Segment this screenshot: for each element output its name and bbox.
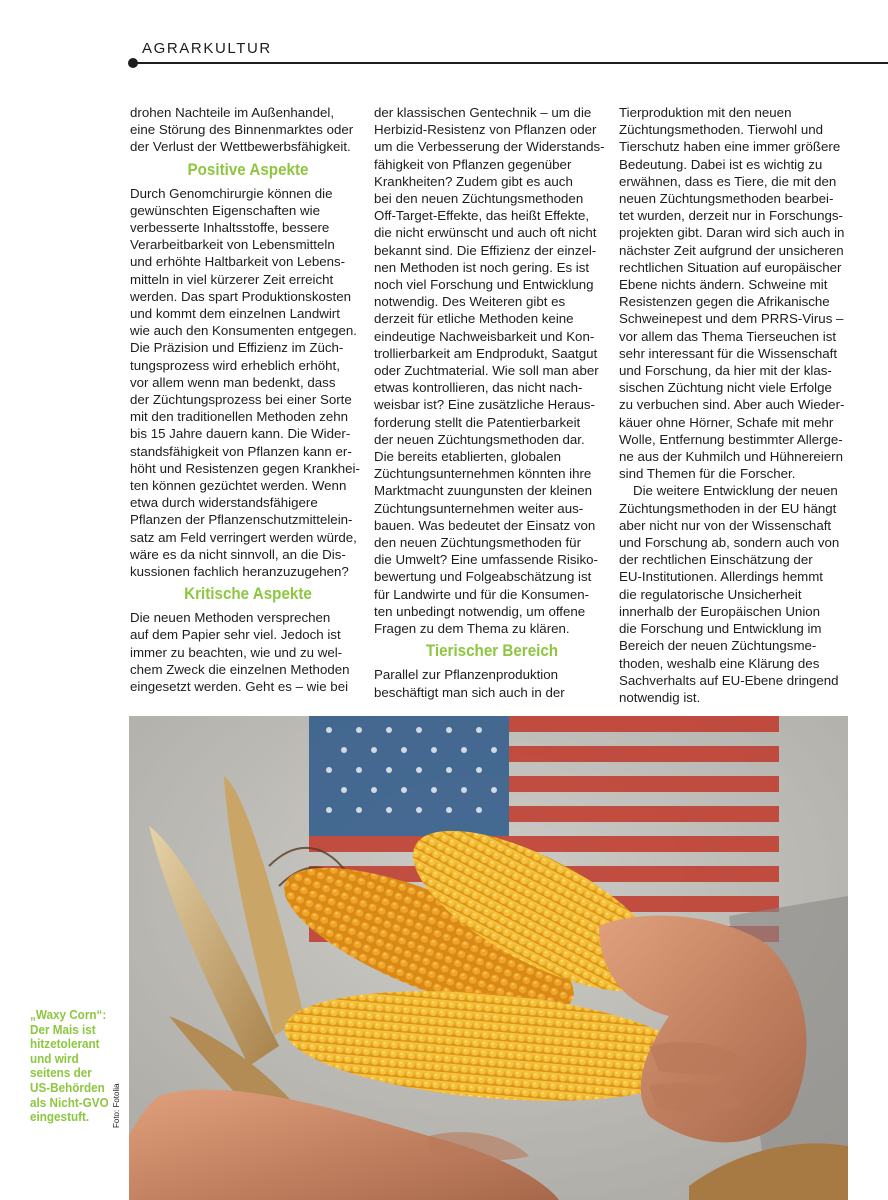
paragraph — [619, 482, 855, 706]
corn-photo-illustration — [129, 716, 848, 1200]
text-line: eine Störung des Binnenmarktes oder — [130, 122, 354, 138]
text-line: Verarbeitbarkeit von Lebensmitteln — [130, 237, 335, 253]
text-line: Wolle, Entfernung bestimmter Allerge- — [619, 431, 843, 447]
text-line: und Forschung, da hier mit der klas- — [619, 363, 832, 379]
text-line: erwähnen, dass es Tiere, die mit den — [619, 173, 837, 189]
text-line: käuer ohne Hörner, Schafe mit mehr — [619, 414, 834, 430]
article-column-2 — [374, 104, 610, 701]
text-line: die nicht erwünscht und auch oft nicht — [374, 225, 597, 241]
text-line: Die neuen Methoden versprechen — [130, 610, 331, 626]
photo-credit: Foto: Fotolia — [112, 1083, 121, 1128]
caption-line: „Waxy Corn“: — [30, 1007, 107, 1022]
text-line: tungsprozess wird erheblich erhöht, — [130, 357, 340, 373]
article-column-3 — [619, 104, 855, 706]
text-line: vor allem das Thema Tierseuchen ist — [619, 328, 837, 344]
text-line: nächster Zeit aufgrund der unsicheren — [619, 242, 844, 258]
text-line: Die weitere Entwicklung der neuen — [633, 483, 838, 499]
text-line: Fragen zu dem Thema zu klären. — [374, 621, 570, 637]
text-line: forderung stellt die Patentierbarkeit — [374, 414, 581, 430]
text-line: der klassischen Gentechnik – um die — [374, 105, 592, 120]
text-line: der rechtlichen Einschätzung der — [619, 552, 813, 568]
text-line: bewertung und Folgeabschätzung ist — [374, 569, 592, 585]
article-column-1 — [130, 104, 366, 695]
text-line: bei den neuen Züchtungsmethoden — [374, 191, 584, 207]
text-line: tet wurden, derzeit nur in Forschungs- — [619, 208, 843, 224]
text-line: bis 15 Jahre dauern kann. Die Wider- — [130, 426, 351, 442]
text-line: Durch Genomchirurgie können die — [130, 185, 333, 201]
text-line: EU-Institutionen. Allerdings hemmt — [619, 569, 823, 585]
caption-line: als Nicht-GVO — [30, 1094, 109, 1110]
text-line: auf dem Papier sehr viel. Jedoch ist — [130, 627, 341, 643]
caption-line: Der Mais ist — [30, 1021, 96, 1037]
text-line: der neuen Züchtungsmethoden dar. — [374, 431, 585, 447]
text-line: neuen Züchtungsmethoden bearbei- — [619, 191, 834, 207]
header-rule — [133, 62, 888, 64]
text-line: und erhöhte Haltbarkeit von Lebens- — [130, 254, 346, 270]
text-line: um die Verbesserung der Widerstands- — [374, 139, 605, 155]
text-line: Züchtungsmethoden in der EU hängt — [619, 500, 837, 516]
photo-caption — [30, 1007, 109, 1125]
text-line: fähigkeit von Pflanzen gegenüber — [374, 156, 572, 172]
caption-line: eingestuft. — [30, 1109, 90, 1125]
text-line: projekten gibt. Daran wird sich auch in — [619, 225, 845, 241]
text-line: Parallel zur Pflanzenproduktion — [374, 667, 559, 683]
text-line: kussionen fachlich heranzuzugehen? — [130, 564, 349, 580]
text-line: mit den traditionellen Methoden zehn — [130, 409, 349, 425]
text-line: eingesetzt werden. Geht es – wie bei — [130, 679, 349, 695]
text-line: sischen Züchtung nicht viele Erfolge — [619, 380, 832, 396]
text-line: rechtlichen Situation auf europäischer — [619, 259, 842, 275]
text-line: zu verbuchen sind. Aber auch Wieder- — [619, 397, 845, 413]
text-line: innerhalb der Europäischen Union — [619, 603, 821, 619]
text-line: derzeit für etliche Methoden keine — [374, 311, 574, 327]
caption-line: US-Behörden — [30, 1079, 105, 1095]
text-line: sehr interessant für die Wissenschaft — [619, 345, 838, 361]
text-line: Herbizid-Resistenz von Pflanzen oder — [374, 122, 597, 138]
text-line: Tierschutz haben eine immer größere — [619, 139, 841, 155]
text-line: den neuen Züchtungsmethoden für — [374, 535, 581, 551]
text-line: die Forschung und Entwicklung im — [619, 621, 822, 637]
text-line: mitteln in viel kürzerer Zeit erreicht — [130, 271, 334, 287]
text-line: wäre es da nicht sinnvoll, an die Dis- — [130, 546, 346, 562]
text-line: werden. Das spart Produktionskosten — [130, 288, 351, 304]
text-line: die regulatorische Unsicherheit — [619, 586, 802, 602]
text-line: die Umwelt? Eine umfassende Risiko- — [374, 552, 598, 568]
text-line: bauen. Was bedeutet der Einsatz von — [374, 517, 596, 533]
text-line: notwendig. Des Weiteren gibt es — [374, 294, 566, 310]
text-line: Off-Target-Effekte, das heißt Effekte, — [374, 208, 590, 224]
text-line: satz am Feld verringert werden würde, — [130, 529, 357, 545]
text-line: eindeutige Nachweisbarkeit und Kon- — [374, 328, 595, 344]
text-line: wie auch den Konsumenten entgegen. — [130, 323, 357, 339]
text-line: Züchtungsunternehmen weiter aus- — [374, 500, 584, 516]
text-line: ten unbedingt notwendig, um offene — [374, 603, 586, 619]
section-heading: Positive Aspekte — [187, 160, 309, 179]
text-line: thoden, weshalb eine Klärung des — [619, 655, 820, 671]
text-line: etwa durch widerstandsfähigere — [130, 495, 318, 511]
text-line: standsfähigkeit von Pflanzen kann er- — [130, 443, 352, 459]
text-line: ten können gezüchtet werden. Wenn — [130, 478, 347, 494]
paragraph — [374, 104, 610, 637]
text-line: Bedeutung. Dabei ist es wichtig zu — [619, 156, 823, 172]
text-line: der Verlust der Wettbewerbsfähigkeit. — [130, 139, 351, 155]
text-line: Züchtungsunternehmen könnten ihre — [374, 466, 592, 482]
text-line: trollierbarkeit am Endprodukt, Saatgut — [374, 345, 598, 361]
text-line: und Forschung ab, sondern auch von — [619, 535, 840, 551]
text-line: Die bereits etablierten, globalen — [374, 449, 562, 465]
text-line: weisbar ist? Eine zusätzliche Heraus- — [374, 397, 595, 413]
section-heading: Kritische Aspekte — [184, 585, 312, 604]
text-line: Krankheiten? Zudem gibt es auch — [374, 173, 573, 189]
paragraph — [130, 609, 366, 695]
text-line: notwendig ist. — [619, 689, 701, 705]
text-line: nen Methoden ist noch gering. Es ist — [374, 259, 590, 275]
text-line: höht und Resistenzen gegen Krankhei- — [130, 460, 360, 476]
text-line: chem Zweck die einzelnen Methoden — [130, 661, 350, 677]
text-line: Resistenzen gegen die Afrikanische — [619, 294, 830, 310]
text-line: der Züchtungsprozess bei einer Sorte — [130, 392, 352, 408]
paragraph — [130, 104, 366, 156]
text-line: vor allem wenn man bedenkt, dass — [130, 374, 336, 390]
text-line: Ebene nichts ändern. Schweine mit — [619, 277, 828, 293]
text-line: etwas kontrollieren, das nicht nach- — [374, 380, 583, 396]
caption-line: und wird — [30, 1050, 79, 1066]
text-line: und kommt dem einzelnen Landwirt — [130, 306, 340, 322]
text-line: noch viel Forschung und Entwicklung — [374, 277, 594, 293]
text-line: aber nicht nur von der Wissenschaft — [619, 517, 832, 533]
corn-photo — [129, 716, 848, 1200]
text-line: drohen Nachteile im Außenhandel, — [130, 105, 335, 120]
text-line: Bereich der neuen Züchtungsme- — [619, 638, 817, 654]
text-line: ne aus der Kuhmilch und Hühnereiern — [619, 449, 843, 465]
text-line: beschäftigt man sich auch in der — [374, 684, 565, 700]
text-line: sind Themen für die Forscher. — [619, 466, 796, 482]
text-line: bekannt sind. Die Effizienz der einzel- — [374, 242, 597, 258]
text-line: oder Zuchtmaterial. Wie soll man aber — [374, 363, 599, 379]
text-line: Schweinepest und dem PRRS-Virus – — [619, 311, 844, 327]
text-line: Die Präzision und Effizienz im Züch- — [130, 340, 344, 356]
text-line: Tierproduktion mit den neuen — [619, 105, 792, 120]
paragraph — [130, 185, 366, 581]
section-heading: Tierischer Bereich — [425, 642, 559, 661]
section-title: AGRARKULTUR — [142, 40, 272, 57]
caption-line: hitzetolerant — [30, 1036, 100, 1052]
paragraph — [374, 666, 610, 700]
text-line: Sachverhalts auf EU-Ebene dringend — [619, 672, 839, 688]
text-line: verbesserte Inhaltsstoffe, bessere — [130, 220, 330, 236]
text-line: Pflanzen der Pflanzenschutzmittelein- — [130, 512, 353, 528]
caption-line: seitens der — [30, 1065, 92, 1081]
text-line: für Landwirte und für die Konsumen- — [374, 586, 590, 602]
text-line: immer zu beachten, wie und zu wel- — [130, 644, 343, 660]
paragraph — [619, 104, 855, 482]
text-line: gewünschten Eigenschaften wie — [130, 202, 320, 218]
text-line: Züchtungsmethoden. Tierwohl und — [619, 122, 824, 138]
text-line: Marktmacht zuungunsten der kleinen — [374, 483, 593, 499]
